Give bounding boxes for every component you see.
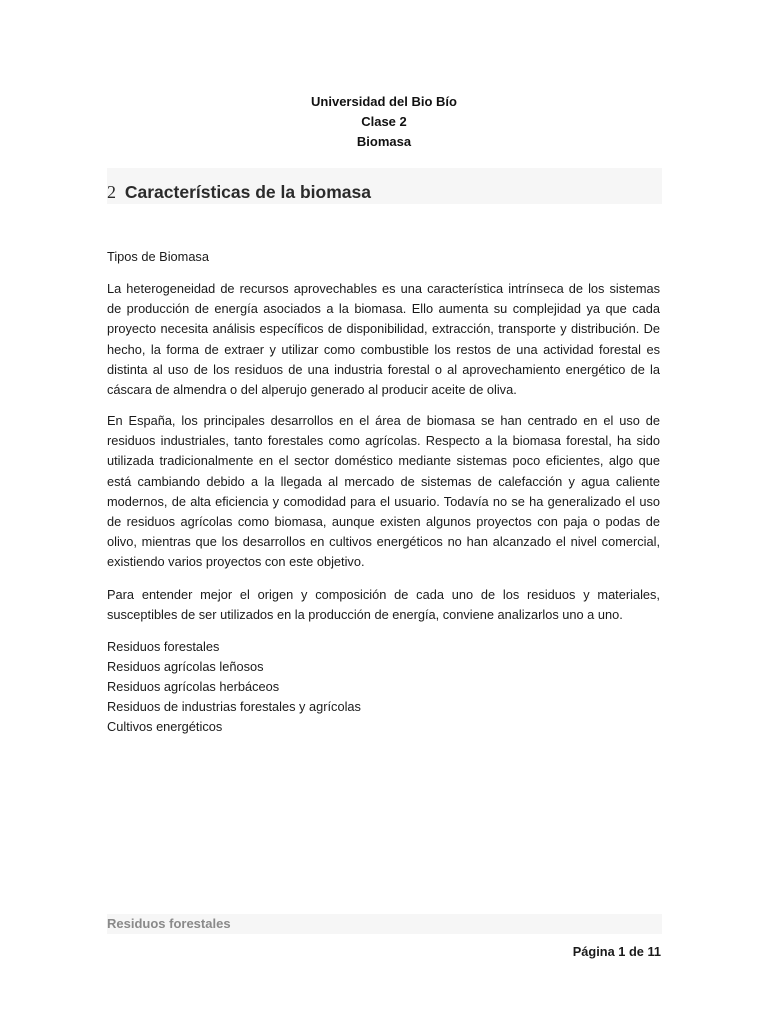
- class-label: Clase 2: [361, 114, 407, 129]
- university-name: Universidad del Bio Bío: [311, 94, 457, 109]
- page-label: Página: [572, 944, 615, 959]
- section-heading: [107, 168, 662, 204]
- paragraph: En España, los principales desarrollos en el área de biomasa se han centrado en el uso de residuos industriales, tanto forestales como agrícolas. Respecto a la biomasa forestal, ha sido utilizada tradicionalmente en el sector doméstico mediante sistemas poco eficientes, algo que está cambiando debido a la llegada al mercado de sistemas de calefacción y agua caliente modernos, de alta eficiencia y comodidad para el usuario. Todavía no se ha generalizado el uso de residuos agrícolas como biomasa, aunque existen algunos proyectos con paja o podas de olivo, mientras que los desarrollos en cultivos energéticos no han alcanzado el nivel comercial, existiendo varios proyectos con este objetivo.: [107, 413, 660, 570]
- topic-label: Biomasa: [356, 134, 412, 149]
- paragraph: Para entender mejor el origen y composición de cada uno de los residuos y materiales, susceptibles de ser utilizados en la producción de energía, conviene analizarlos uno a uno.: [107, 587, 660, 623]
- list-item: Residuos agrícolas leñosos: [107, 659, 264, 674]
- list-item: Residuos de industrias forestales y agrícolas: [107, 699, 361, 714]
- list-item: Residuos agrícolas herbáceos: [107, 679, 280, 694]
- list-item: Cultivos energéticos: [107, 719, 223, 734]
- page-number: [573, 942, 661, 962]
- paragraph: La heterogeneidad de recursos aprovechables es una característica intrínseca de los sistemas de producción de energía asociados a la biomasa. Ello aumenta su complejidad ya que cada proyecto necesita análisis específicos de disponibilidad, extracción, transporte y distribución. De hecho, la forma de extraer y utilizar como combustible los restos de una actividad forestal es distinta al uso de los residuos de una industria forestal o al aprovechamiento energético de la cáscara de almendra o del alperujo generado al producir aceite de oliva.: [107, 281, 660, 398]
- section-number: 2: [107, 182, 116, 202]
- subsection-title: Tipos de Biomasa: [107, 249, 209, 264]
- next-section-heading: Residuos forestales: [107, 914, 662, 934]
- page-current: 1: [618, 944, 626, 959]
- biomass-types-list: [107, 637, 361, 737]
- list-item: Residuos forestales: [107, 639, 220, 654]
- page-total: 11: [647, 944, 661, 959]
- section-title: Características de la biomasa: [124, 182, 371, 202]
- of-label: de: [628, 944, 644, 959]
- document-header: [0, 92, 768, 152]
